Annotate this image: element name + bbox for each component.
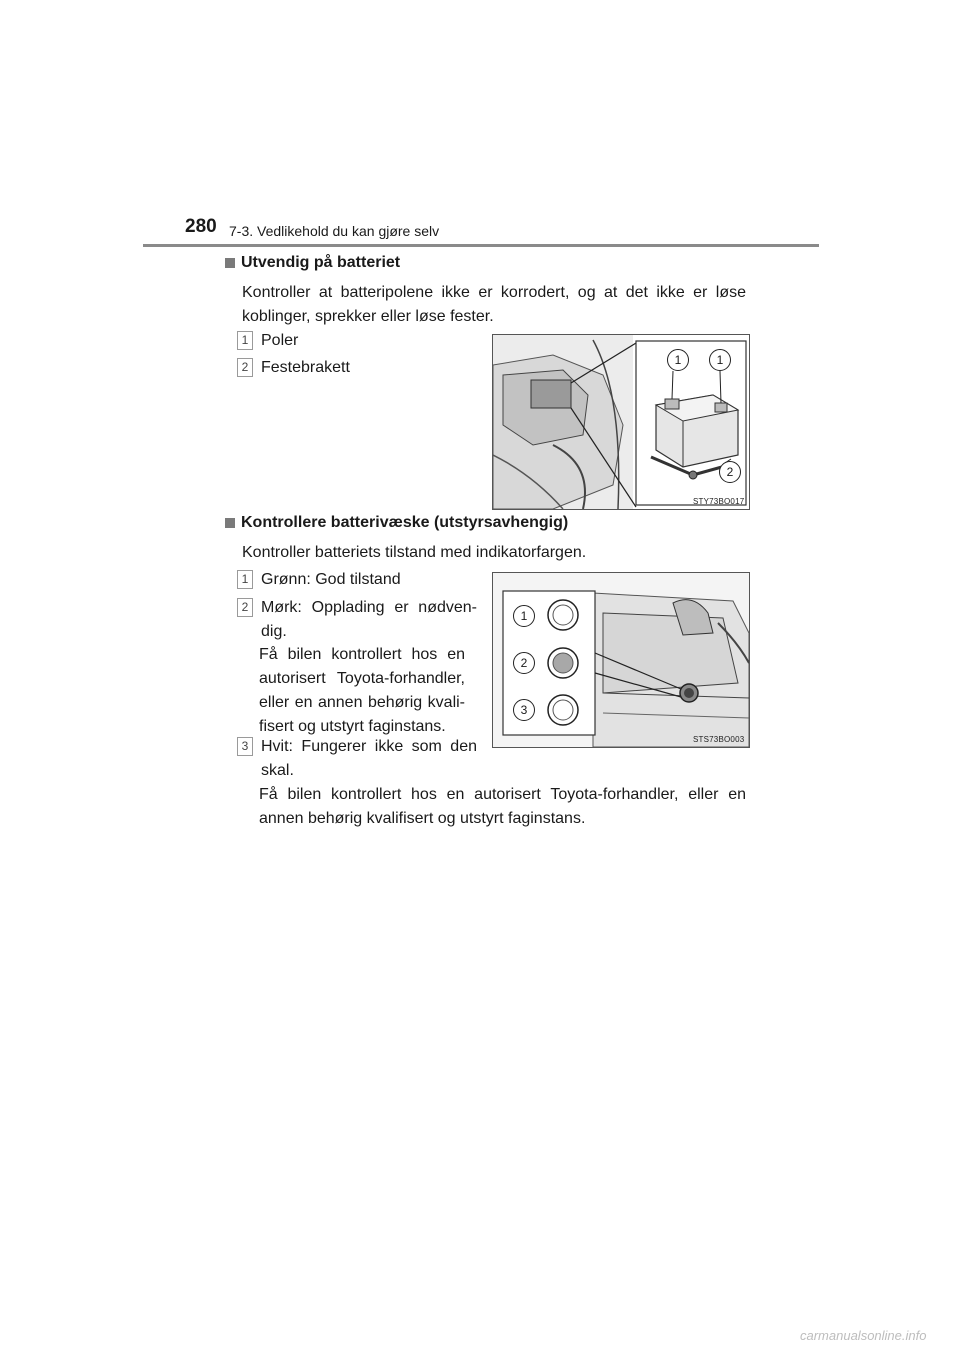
- battery-indicator-figure: [492, 572, 750, 748]
- item-text: Festebrakett: [261, 359, 350, 376]
- callout-green: 1: [513, 605, 535, 627]
- list-item: [237, 568, 477, 592]
- battery-exterior-figure: [492, 334, 750, 510]
- header-rule: [143, 244, 819, 247]
- heading-text: Kontrollere batterivæske (utstyrsavhengig): [241, 514, 569, 531]
- list-item: [237, 356, 350, 380]
- item-note: Få bilen kontrollert hos en autorisert Toyota-forhandler, eller en annen behørig kvali-fisert og utstyrt faginstans.: [259, 646, 465, 735]
- section-heading-exterior: [225, 254, 400, 272]
- item-text: Mørk: Opplading er nødven-dig.: [261, 599, 477, 640]
- chapter-title: 7-3. Vedlikehold du kan gjøre selv: [229, 223, 440, 239]
- item-number: 3: [237, 737, 253, 756]
- figure-code: STY73BO017: [693, 497, 745, 506]
- list-item: [237, 735, 477, 783]
- heading-text: Utvendig på batteriet: [241, 254, 401, 271]
- callout-white: 3: [513, 699, 535, 721]
- list-item: [237, 596, 477, 644]
- item-text: Grønn: God tilstand: [261, 571, 401, 588]
- callout-bracket: 2: [719, 461, 741, 483]
- item-number: 1: [237, 331, 253, 350]
- item-text: Hvit: Fungerer ikke som den skal.: [261, 738, 477, 779]
- item-number: 2: [237, 598, 253, 617]
- section-heading-fluid: [225, 514, 568, 532]
- callout-terminal: 1: [709, 349, 731, 371]
- item-text: Poler: [261, 332, 299, 349]
- callout-terminal: 1: [667, 349, 689, 371]
- figure-code: STS73BO003: [693, 735, 745, 744]
- page-number: 280: [185, 216, 217, 237]
- section-body-fluid: Kontroller batteriets tilstand med indikatorfargen.: [242, 544, 587, 561]
- section-body-exterior: Kontroller at batteripolene ikke er korrodert, og at det ikke er løse koblinger, sprekker eller løse fester.: [242, 284, 746, 325]
- list-item: [237, 329, 298, 353]
- item-number: 2: [237, 358, 253, 377]
- item-note: Få bilen kontrollert hos en autorisert Toyota-forhandler, eller en annen behørig kvalifisert og utstyrt faginstans.: [259, 786, 746, 827]
- item-number: 1: [237, 570, 253, 589]
- watermark: carmanualsonline.info: [800, 1328, 927, 1343]
- bullet-square-icon: [225, 258, 235, 268]
- bullet-square-icon: [225, 518, 235, 528]
- callout-dark: 2: [513, 652, 535, 674]
